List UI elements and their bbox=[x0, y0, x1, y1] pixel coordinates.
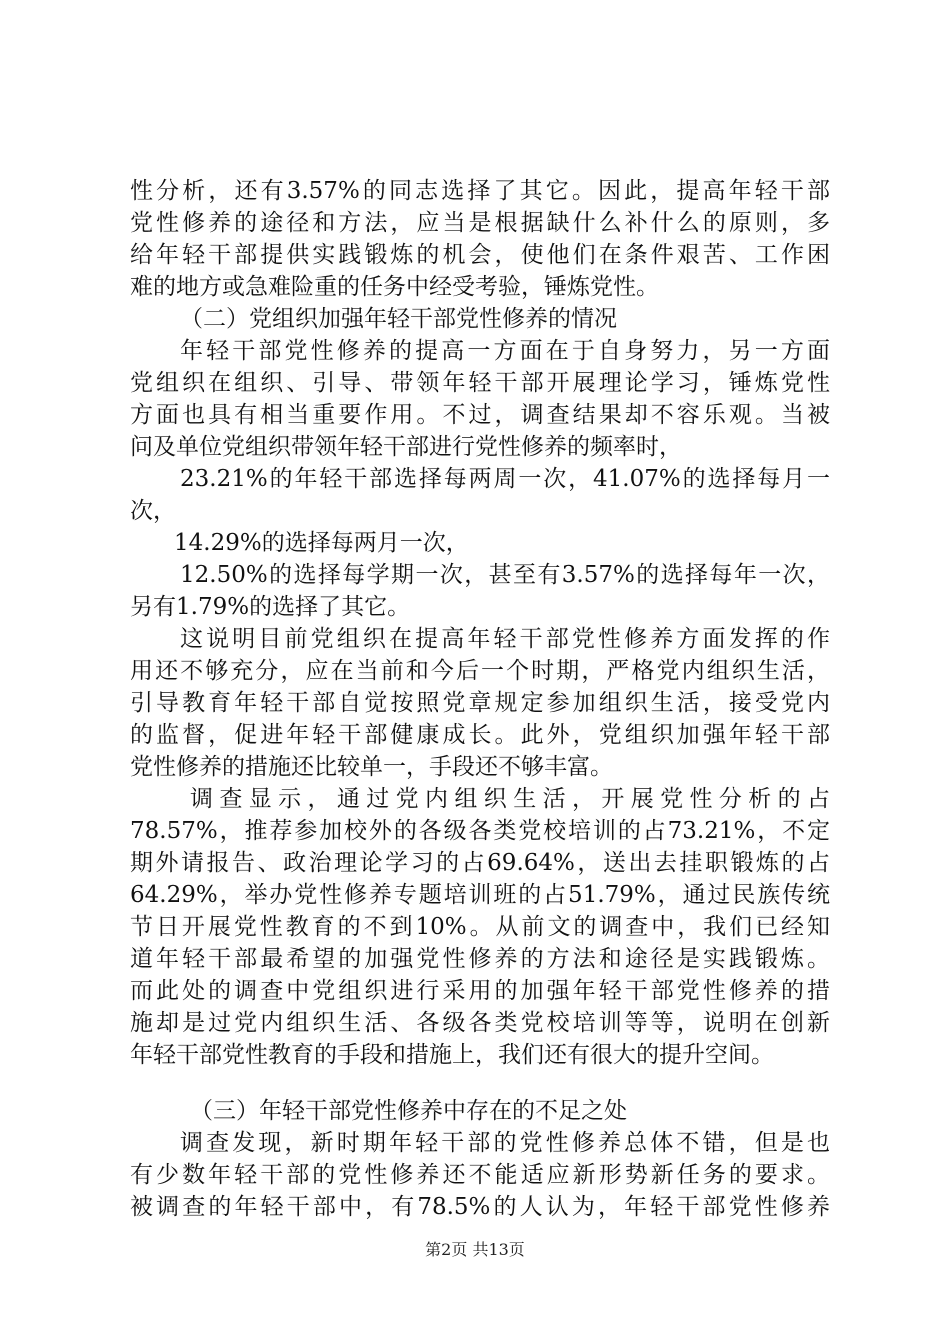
text-line: 次， bbox=[130, 498, 176, 524]
text-line: 14.29%的选择每两月一次， bbox=[174, 530, 469, 556]
text-line: 党性修养的途径和方法，应当是根据缺什么补什么的原则，多 bbox=[130, 210, 830, 236]
text-line: 用还不够充分，应在当前和今后一个时期，严格党内组织生活， bbox=[130, 658, 830, 684]
heading-line: （三）年轻干部党性修养中存在的不足之处 bbox=[190, 1098, 627, 1124]
text-line: 党组织在组织、引导、带领年轻干部开展理论学习，锤炼党性 bbox=[130, 370, 830, 396]
page-number: 第2页 共13页 bbox=[425, 1240, 525, 1259]
text-line: 方面也具有相当重要作用。不过，调查结果却不容乐观。当被 bbox=[130, 402, 830, 428]
text-line: 被调查的年轻干部中，有78.5%的人认为，年轻干部党性修养 bbox=[130, 1194, 830, 1220]
text-line: 施却是过党内组织生活、各级各类党校培训等等，说明在创新 bbox=[130, 1010, 830, 1036]
paragraph bbox=[130, 559, 830, 623]
text-line: 党性修养的措施还比较单一，手段还不够丰富。 bbox=[130, 754, 613, 780]
paragraph-gap bbox=[130, 1071, 830, 1095]
document-body bbox=[130, 175, 830, 1223]
text-line: 给年轻干部提供实践锻炼的机会，使他们在条件艰苦、工作困 bbox=[130, 242, 830, 268]
text-line: 问及单位党组织带领年轻干部进行党性修养的频率时， bbox=[130, 434, 682, 460]
text-line: 难的地方或急难险重的任务中经受考验，锤炼党性。 bbox=[130, 274, 659, 300]
paragraph bbox=[130, 623, 830, 783]
text-line: 78.57%，推荐参加校外的各级各类党校培训的占73.21%，不定 bbox=[130, 818, 830, 844]
text-line: 另有1.79%的选择了其它。 bbox=[130, 594, 411, 620]
paragraph bbox=[130, 335, 830, 463]
text-line: 年轻干部党性修养的提高一方面在于自身努力，另一方面 bbox=[180, 338, 830, 364]
text-line: 12.50%的选择每学期一次，甚至有3.57%的选择每年一次， bbox=[180, 562, 830, 588]
text-line: 年轻干部党性教育的手段和措施上，我们还有很大的提升空间。 bbox=[130, 1042, 774, 1068]
text-line: 节日开展党性教育的不到10%。从前文的调查中，我们已经知 bbox=[130, 914, 830, 940]
section-heading bbox=[130, 1095, 830, 1127]
text-line: 调查发现，新时期年轻干部的党性修养总体不错，但是也 bbox=[180, 1130, 830, 1156]
text-line: 而此处的调查中党组织进行采用的加强年轻干部党性修养的措 bbox=[130, 978, 830, 1004]
paragraph bbox=[130, 1127, 830, 1223]
text-line: 有少数年轻干部的党性修养还不能适应新形势新任务的要求。 bbox=[130, 1162, 830, 1188]
section-heading bbox=[130, 303, 830, 335]
text-line: 引导教育年轻干部自觉按照党章规定参加组织生活，接受党内 bbox=[130, 690, 830, 716]
text-line: 这说明目前党组织在提高年轻干部党性修养方面发挥的作 bbox=[180, 626, 830, 652]
text-line: 期外请报告、政治理论学习的占69.64%，送出去挂职锻炼的占 bbox=[130, 850, 830, 876]
paragraph bbox=[130, 783, 830, 1071]
paragraph bbox=[130, 463, 830, 527]
text-line: 64.29%，举办党性修养专题培训班的占51.79%，通过民族传统 bbox=[130, 882, 830, 908]
paragraph bbox=[130, 527, 830, 559]
text-line: 道年轻干部最希望的加强党性修养的方法和途径是实践锻炼。 bbox=[130, 946, 830, 972]
page-footer bbox=[0, 1240, 950, 1260]
heading-line: （二）党组织加强年轻干部党性修养的情况 bbox=[180, 306, 617, 332]
text-line: 调查显示，通过党内组织生活，开展党性分析的占 bbox=[190, 786, 830, 812]
text-line: 23.21%的年轻干部选择每两周一次，41.07%的选择每月一 bbox=[180, 466, 830, 492]
text-line: 性分析，还有3.57%的同志选择了其它。因此，提高年轻干部 bbox=[130, 178, 830, 204]
text-line: 的监督，促进年轻干部健康成长。此外，党组织加强年轻干部 bbox=[130, 722, 830, 748]
paragraph bbox=[130, 175, 830, 303]
